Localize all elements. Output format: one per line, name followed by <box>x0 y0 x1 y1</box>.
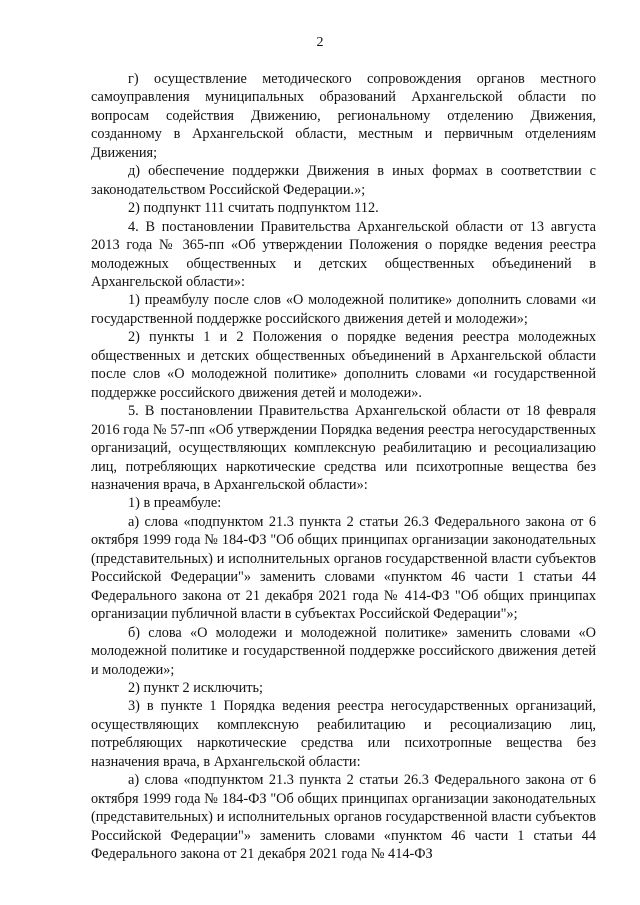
page-number: 2 <box>316 35 324 50</box>
paragraph-5-3-a-words: а) слова «подпунктом 21.3 пункта 2 статьи 26.3 Федерального закона от 6 октября 1999 года № 184-ФЗ "Об общих принципах организации законодательных (представительных) и исполнительных органов государственной власти субъектов Российской Федерации"» заменить словами «пунктом 46 части 1 статьи 44 Федерального закона от 21 декабря 2021 года № 414-ФЗ <box>91 772 596 863</box>
paragraph-4-1-preamble: 1) преамбулу после слов «О молодежной политике» дополнить словами «и государственной поддержке российского движения детей и молодежи»; <box>91 292 596 327</box>
paragraph-4-2-points: 2) пункты 1 и 2 Положения о порядке ведения реестра молодежных общественных и детских общественных объединений в Архангельской области после слов «О молодежной политике» дополнить словами «и государственной поддержке российского движения детей и молодежи». <box>91 329 596 401</box>
paragraph-5-resolution-57: 5. В постановлении Правительства Архангельской области от 18 февраля 2016 года № 57-пп «Об утверждении Порядка ведения реестра негосударственных организаций, осуществляющих комплексную реабилитацию и ресоциализацию лиц, потребляющих наркотические средства или психотропные вещества без назначения врача, в Архангельской области»: <box>91 403 596 493</box>
document-body <box>91 70 596 863</box>
paragraph-5-2-exclude: 2) пункт 2 исключить; <box>128 679 264 696</box>
paragraph-5-3-order: 3) в пункте 1 Порядка ведения реестра негосударственных организаций, осуществляющих комплексную реабилитацию и ресоциализацию лиц, потребляющих наркотические средства или психотропные вещества без назначения врача, в Архангельской области: <box>91 698 596 770</box>
paragraph-2-renumber: 2) подпункт 111 считать подпунктом 112. <box>128 200 379 217</box>
paragraph-d-support-forms: д) обеспечение поддержки Движения в иных формах в соответствии с законодательством Российской Федерации.»; <box>91 163 596 198</box>
paragraph-g-methodical-support: г) осуществление методического сопровождения органов местного самоуправления муниципальных образований Архангельской области по вопросам содействия Движению, региональному отделению Движения, созданному в Архангельской области, местным и первичным отделениям Движения; <box>91 71 596 161</box>
paragraph-5-1-a-words: а) слова «подпунктом 21.3 пункта 2 статьи 26.3 Федерального закона от 6 октября 1999 года № 184-ФЗ "Об общих принципах организации законодательных (представительных) и исполнительных органов государственной власти субъектов Российской Федерации"» заменить словами «пунктом 46 части 1 статьи 44 Федерального закона от 21 декабря 2021 года № 414-ФЗ "Об общих принципах организации публичной власти в субъектах Российской Федерации"»; <box>91 513 596 623</box>
paragraph-5-1-preamble: 1) в преамбуле: <box>128 495 222 512</box>
paragraph-5-1-b-words: б) слова «О молодежи и молодежной политике» заменить словами «О молодежной политике и государственной поддержке российского движения детей и молодежи»; <box>91 624 596 678</box>
paragraph-4-resolution-365: 4. В постановлении Правительства Архангельской области от 13 августа 2013 года № 365-пп «Об утверждении Положения о порядке ведения реестра молодежных общественных и детских общественных объединений в Архангельской области»: <box>91 218 596 290</box>
